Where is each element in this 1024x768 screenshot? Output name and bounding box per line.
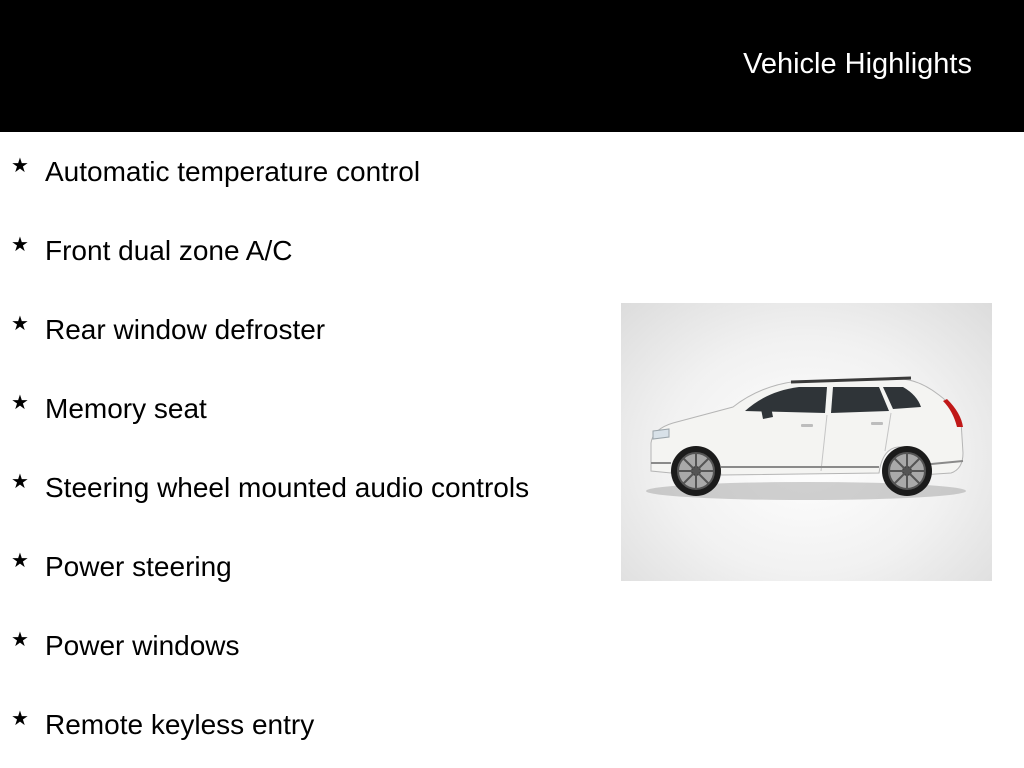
feature-item [0,211,600,290]
feature-item [0,685,600,764]
feature-label: Memory seat [45,393,207,424]
feature-label: Power windows [45,630,240,661]
suv-illustration [621,303,992,581]
feature-item [0,369,600,448]
feature-list [0,132,600,764]
feature-item [0,527,600,606]
star-icon: ★ [11,471,29,493]
feature-label: Front dual zone A/C [45,235,293,266]
feature-item [0,132,600,211]
star-icon: ★ [11,550,29,572]
feature-label: Rear window defroster [45,314,326,345]
page-header [0,0,1024,132]
feature-label: Automatic temperature control [45,156,421,187]
feature-item [0,448,600,527]
feature-item [0,606,600,685]
star-icon: ★ [11,392,29,414]
star-icon: ★ [11,708,29,730]
feature-label: Power steering [45,551,232,582]
star-icon: ★ [11,629,29,651]
star-icon: ★ [11,234,29,256]
star-icon: ★ [11,155,29,177]
page-title: Vehicle Highlights [743,48,972,80]
feature-item [0,290,600,369]
feature-label: Remote keyless entry [45,709,315,740]
vehicle-photo [621,303,992,581]
feature-label: Steering wheel mounted audio controls [45,472,530,503]
star-icon: ★ [11,313,29,335]
